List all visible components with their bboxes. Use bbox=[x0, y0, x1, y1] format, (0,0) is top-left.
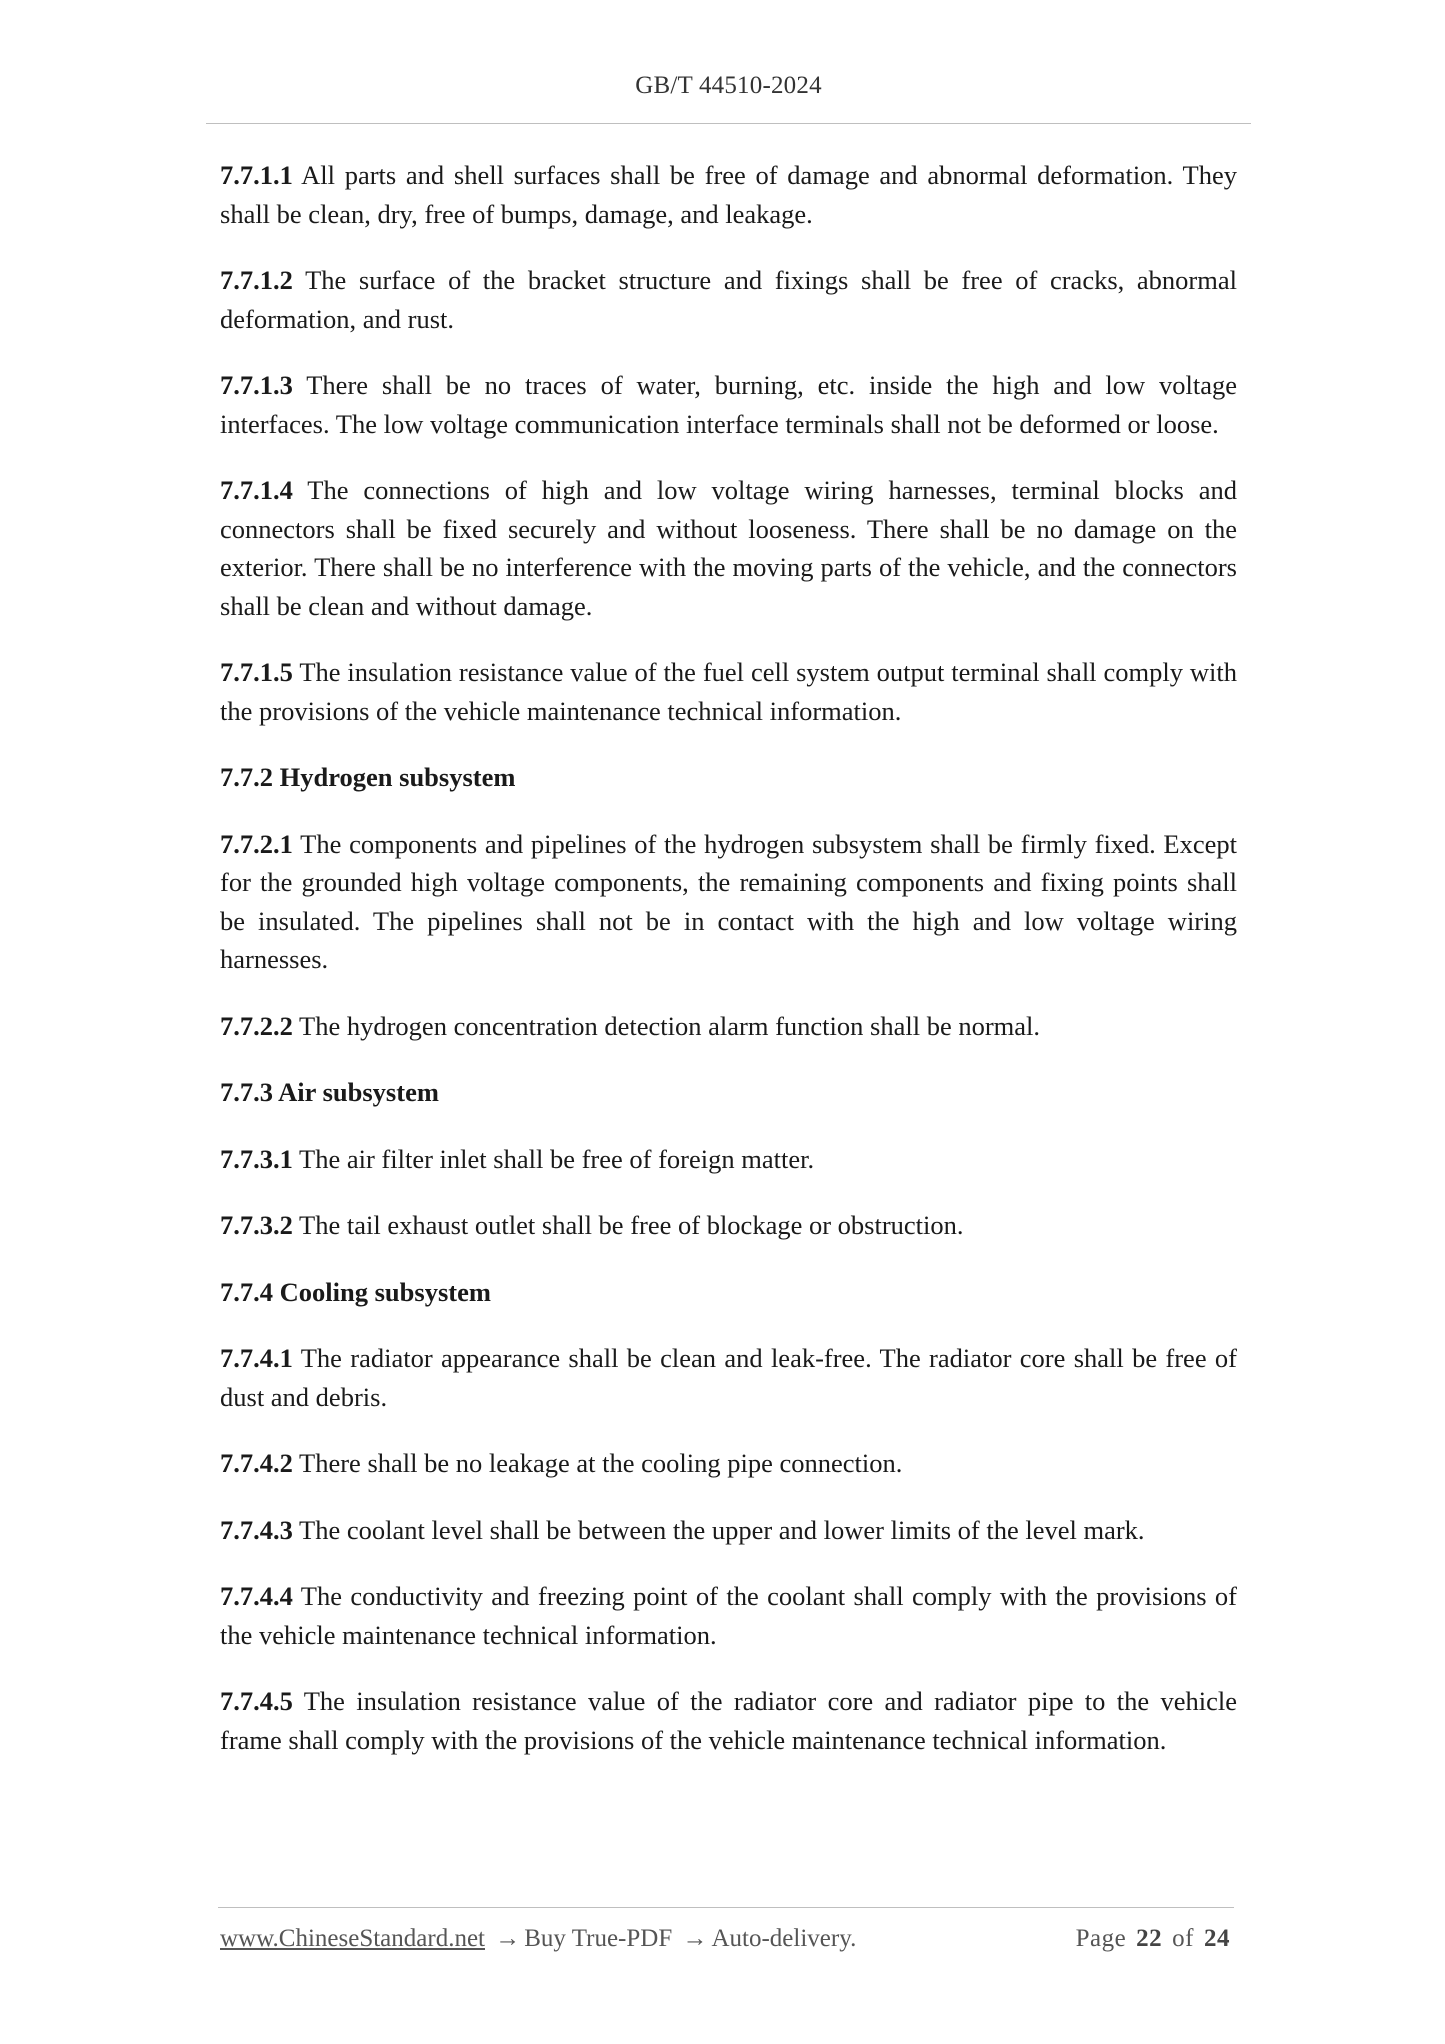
clause-text: The hydrogen concentration detection alarm function shall be normal. bbox=[299, 1010, 1041, 1041]
clause-7-7-3-1 bbox=[220, 1140, 1237, 1179]
buy-true-pdf-text: Buy True-PDF bbox=[524, 1925, 673, 1952]
website-link[interactable]: www.ChineseStandard.net bbox=[220, 1925, 485, 1952]
section-heading-hydrogen-subsystem bbox=[220, 758, 1237, 797]
clause-number: 7.7.1.2 bbox=[220, 265, 293, 295]
section-title: Air subsystem bbox=[278, 1077, 439, 1107]
clause-text: There shall be no leakage at the cooling pipe connection. bbox=[299, 1448, 903, 1478]
clause-number: 7.7.4.1 bbox=[220, 1343, 293, 1373]
clause-7-7-1-3 bbox=[220, 366, 1237, 443]
arrow-right-icon: → bbox=[495, 1925, 521, 1952]
footer-divider bbox=[218, 1907, 1234, 1908]
clause-text: The conductivity and freezing point of the coolant shall comply with the provisions of the vehicle maintenance technical information. bbox=[220, 1581, 1237, 1650]
clause-7-7-4-4 bbox=[220, 1577, 1237, 1654]
section-title: Cooling subsystem bbox=[279, 1276, 491, 1307]
clause-7-7-2-1 bbox=[220, 825, 1237, 979]
clause-text: The insulation resistance value of the radiator core and radiator pipe to the vehicle frame shall comply with the provisions of the vehicle maintenance technical information. bbox=[220, 1686, 1237, 1755]
clause-number: 7.7.1.4 bbox=[220, 475, 293, 505]
clause-text: The insulation resistance value of the fuel cell system output terminal shall comply with the provisions of the vehicle maintenance technical information. bbox=[220, 657, 1237, 726]
page-of-label: of bbox=[1172, 1925, 1194, 1952]
clause-text: The air filter inlet shall be free of foreign matter. bbox=[299, 1143, 815, 1174]
section-heading-air-subsystem bbox=[220, 1073, 1237, 1112]
footer-promo bbox=[220, 1925, 856, 1953]
clause-7-7-1-4 bbox=[220, 471, 1237, 625]
clause-7-7-2-2 bbox=[220, 1007, 1237, 1046]
clause-number: 7.7.4.5 bbox=[220, 1686, 293, 1716]
clause-number: 7.7.4.2 bbox=[220, 1448, 293, 1478]
clause-number: 7.7.1.5 bbox=[220, 657, 293, 687]
clause-text: The coolant level shall be between the upper and lower limits of the level mark. bbox=[299, 1514, 1145, 1545]
clause-7-7-1-5 bbox=[220, 653, 1237, 730]
clause-text: The surface of the bracket structure and fixings shall be free of cracks, abnormal deformation, and rust. bbox=[220, 265, 1237, 334]
clause-number: 7.7.4.4 bbox=[220, 1581, 293, 1611]
section-number: 7.7.4 bbox=[220, 1276, 273, 1307]
clause-7-7-1-2 bbox=[220, 261, 1237, 338]
page-header-standard-code: GB/T 44510-2024 bbox=[635, 72, 822, 99]
clause-7-7-4-1 bbox=[220, 1339, 1237, 1416]
clause-number: 7.7.2.1 bbox=[220, 828, 293, 859]
section-title: Hydrogen subsystem bbox=[279, 762, 516, 792]
page-current: 22 bbox=[1136, 1925, 1163, 1952]
clause-number: 7.7.3.1 bbox=[220, 1143, 293, 1174]
clause-text: The components and pipelines of the hydrogen subsystem shall be firmly fixed. Except for the grounded high voltage components, the remaining components and fixing points shall be insulated. The pipelines shall not be in contact with the high and low voltage wiring harnesses. bbox=[220, 828, 1238, 974]
clause-number: 7.7.1.3 bbox=[220, 370, 293, 400]
auto-delivery-text: Auto-delivery. bbox=[711, 1925, 857, 1952]
section-number: 7.7.3 bbox=[220, 1077, 273, 1107]
clause-7-7-1-1 bbox=[220, 156, 1237, 233]
clause-7-7-4-2 bbox=[220, 1444, 1237, 1483]
clause-text: The tail exhaust outlet shall be free of blockage or obstruction. bbox=[299, 1210, 964, 1240]
clause-number: 7.7.4.3 bbox=[220, 1514, 293, 1545]
clause-7-7-4-3 bbox=[220, 1511, 1237, 1550]
clause-text: The connections of high and low voltage wiring harnesses, terminal blocks and connectors shall be fixed securely and without looseness. There shall be no damage on the exterior. There shall be no interference with the moving parts of the vehicle, and the connectors shall be clean and without damage. bbox=[220, 475, 1237, 621]
clause-text: There shall be no traces of water, burning, etc. inside the high and low voltage interfaces. The low voltage communication interface terminals shall not be deformed or loose. bbox=[220, 370, 1237, 439]
clause-text: All parts and shell surfaces shall be free of damage and abnormal deformation. They shall be clean, dry, free of bumps, damage, and leakage. bbox=[220, 160, 1237, 229]
section-heading-cooling-subsystem bbox=[220, 1273, 1237, 1312]
section-number: 7.7.2 bbox=[220, 762, 273, 792]
page-counter bbox=[1076, 1925, 1230, 1953]
arrow-right-icon: → bbox=[682, 1925, 708, 1952]
clause-number: 7.7.2.2 bbox=[220, 1010, 293, 1041]
header-divider bbox=[206, 123, 1251, 124]
clause-number: 7.7.1.1 bbox=[220, 160, 293, 190]
document-body bbox=[220, 156, 1237, 1787]
clause-text: The radiator appearance shall be clean and leak-free. The radiator core shall be free of dust and debris. bbox=[220, 1343, 1237, 1412]
page-footer bbox=[220, 1925, 1230, 1959]
clause-7-7-3-2 bbox=[220, 1206, 1237, 1245]
clause-7-7-4-5 bbox=[220, 1682, 1237, 1759]
page-label: Page bbox=[1075, 1925, 1127, 1952]
clause-number: 7.7.3.2 bbox=[220, 1210, 293, 1240]
page-total: 24 bbox=[1204, 1925, 1230, 1952]
